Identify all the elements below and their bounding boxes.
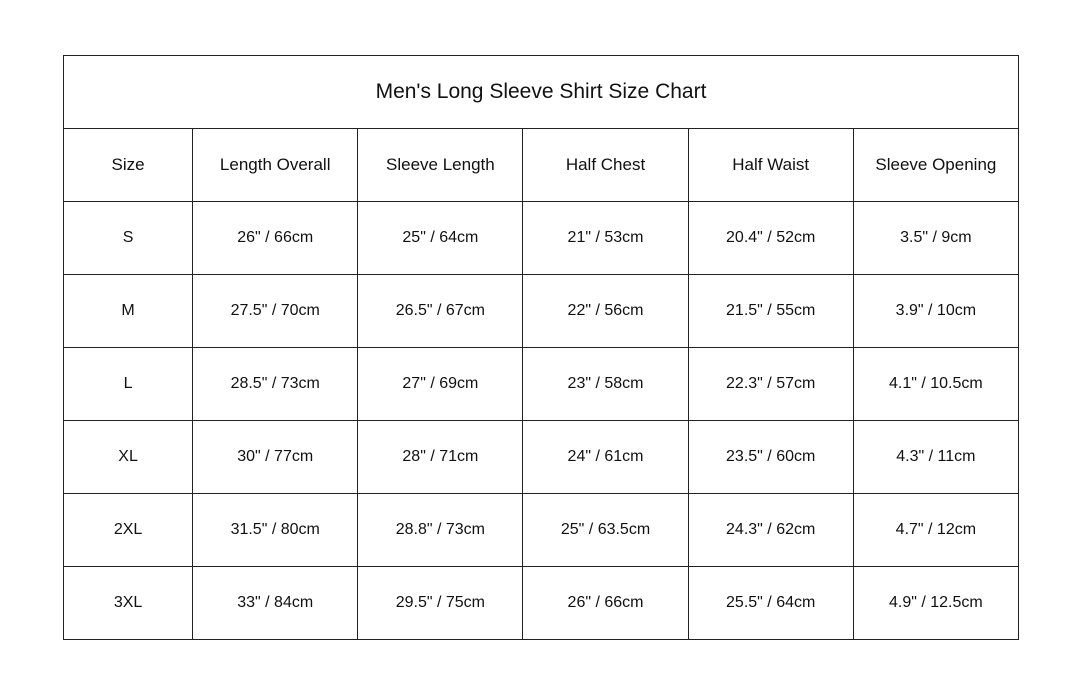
header-sleeve-length: Sleeve Length bbox=[358, 129, 523, 202]
table-row bbox=[64, 348, 1019, 421]
half-chest-cell: 22" / 56cm bbox=[523, 275, 688, 348]
header-size: Size bbox=[64, 129, 193, 202]
half-waist-cell: 20.4" / 52cm bbox=[688, 202, 853, 275]
sleeve-length-cell: 28.8" / 73cm bbox=[358, 494, 523, 567]
size-cell: M bbox=[64, 275, 193, 348]
half-chest-cell: 24" / 61cm bbox=[523, 421, 688, 494]
size-cell: L bbox=[64, 348, 193, 421]
sleeve-opening-cell: 3.5" / 9cm bbox=[853, 202, 1018, 275]
length-overall-cell: 31.5" / 80cm bbox=[193, 494, 358, 567]
half-waist-cell: 22.3" / 57cm bbox=[688, 348, 853, 421]
table-row bbox=[64, 275, 1019, 348]
header-length-overall: Length Overall bbox=[193, 129, 358, 202]
length-overall-cell: 30" / 77cm bbox=[193, 421, 358, 494]
sleeve-length-cell: 25" / 64cm bbox=[358, 202, 523, 275]
header-half-waist: Half Waist bbox=[688, 129, 853, 202]
sleeve-opening-cell: 4.9" / 12.5cm bbox=[853, 567, 1018, 640]
half-waist-cell: 25.5" / 64cm bbox=[688, 567, 853, 640]
length-overall-cell: 28.5" / 73cm bbox=[193, 348, 358, 421]
table-row bbox=[64, 494, 1019, 567]
half-waist-cell: 23.5" / 60cm bbox=[688, 421, 853, 494]
size-cell: S bbox=[64, 202, 193, 275]
sleeve-length-cell: 28" / 71cm bbox=[358, 421, 523, 494]
size-chart-table bbox=[63, 55, 1019, 640]
length-overall-cell: 27.5" / 70cm bbox=[193, 275, 358, 348]
sleeve-opening-cell: 4.1" / 10.5cm bbox=[853, 348, 1018, 421]
half-chest-cell: 21" / 53cm bbox=[523, 202, 688, 275]
size-cell: XL bbox=[64, 421, 193, 494]
half-chest-cell: 26" / 66cm bbox=[523, 567, 688, 640]
length-overall-cell: 33" / 84cm bbox=[193, 567, 358, 640]
half-waist-cell: 24.3" / 62cm bbox=[688, 494, 853, 567]
size-cell: 2XL bbox=[64, 494, 193, 567]
table-title: Men's Long Sleeve Shirt Size Chart bbox=[64, 56, 1019, 129]
size-cell: 3XL bbox=[64, 567, 193, 640]
table-row bbox=[64, 421, 1019, 494]
half-chest-cell: 25" / 63.5cm bbox=[523, 494, 688, 567]
table-row bbox=[64, 567, 1019, 640]
sleeve-length-cell: 26.5" / 67cm bbox=[358, 275, 523, 348]
header-row bbox=[64, 129, 1019, 202]
sleeve-opening-cell: 4.7" / 12cm bbox=[853, 494, 1018, 567]
header-sleeve-opening: Sleeve Opening bbox=[853, 129, 1018, 202]
length-overall-cell: 26" / 66cm bbox=[193, 202, 358, 275]
sleeve-opening-cell: 3.9" / 10cm bbox=[853, 275, 1018, 348]
half-chest-cell: 23" / 58cm bbox=[523, 348, 688, 421]
table-row bbox=[64, 202, 1019, 275]
header-half-chest: Half Chest bbox=[523, 129, 688, 202]
half-waist-cell: 21.5" / 55cm bbox=[688, 275, 853, 348]
title-row bbox=[64, 56, 1019, 129]
sleeve-opening-cell: 4.3" / 11cm bbox=[853, 421, 1018, 494]
sleeve-length-cell: 27" / 69cm bbox=[358, 348, 523, 421]
sleeve-length-cell: 29.5" / 75cm bbox=[358, 567, 523, 640]
